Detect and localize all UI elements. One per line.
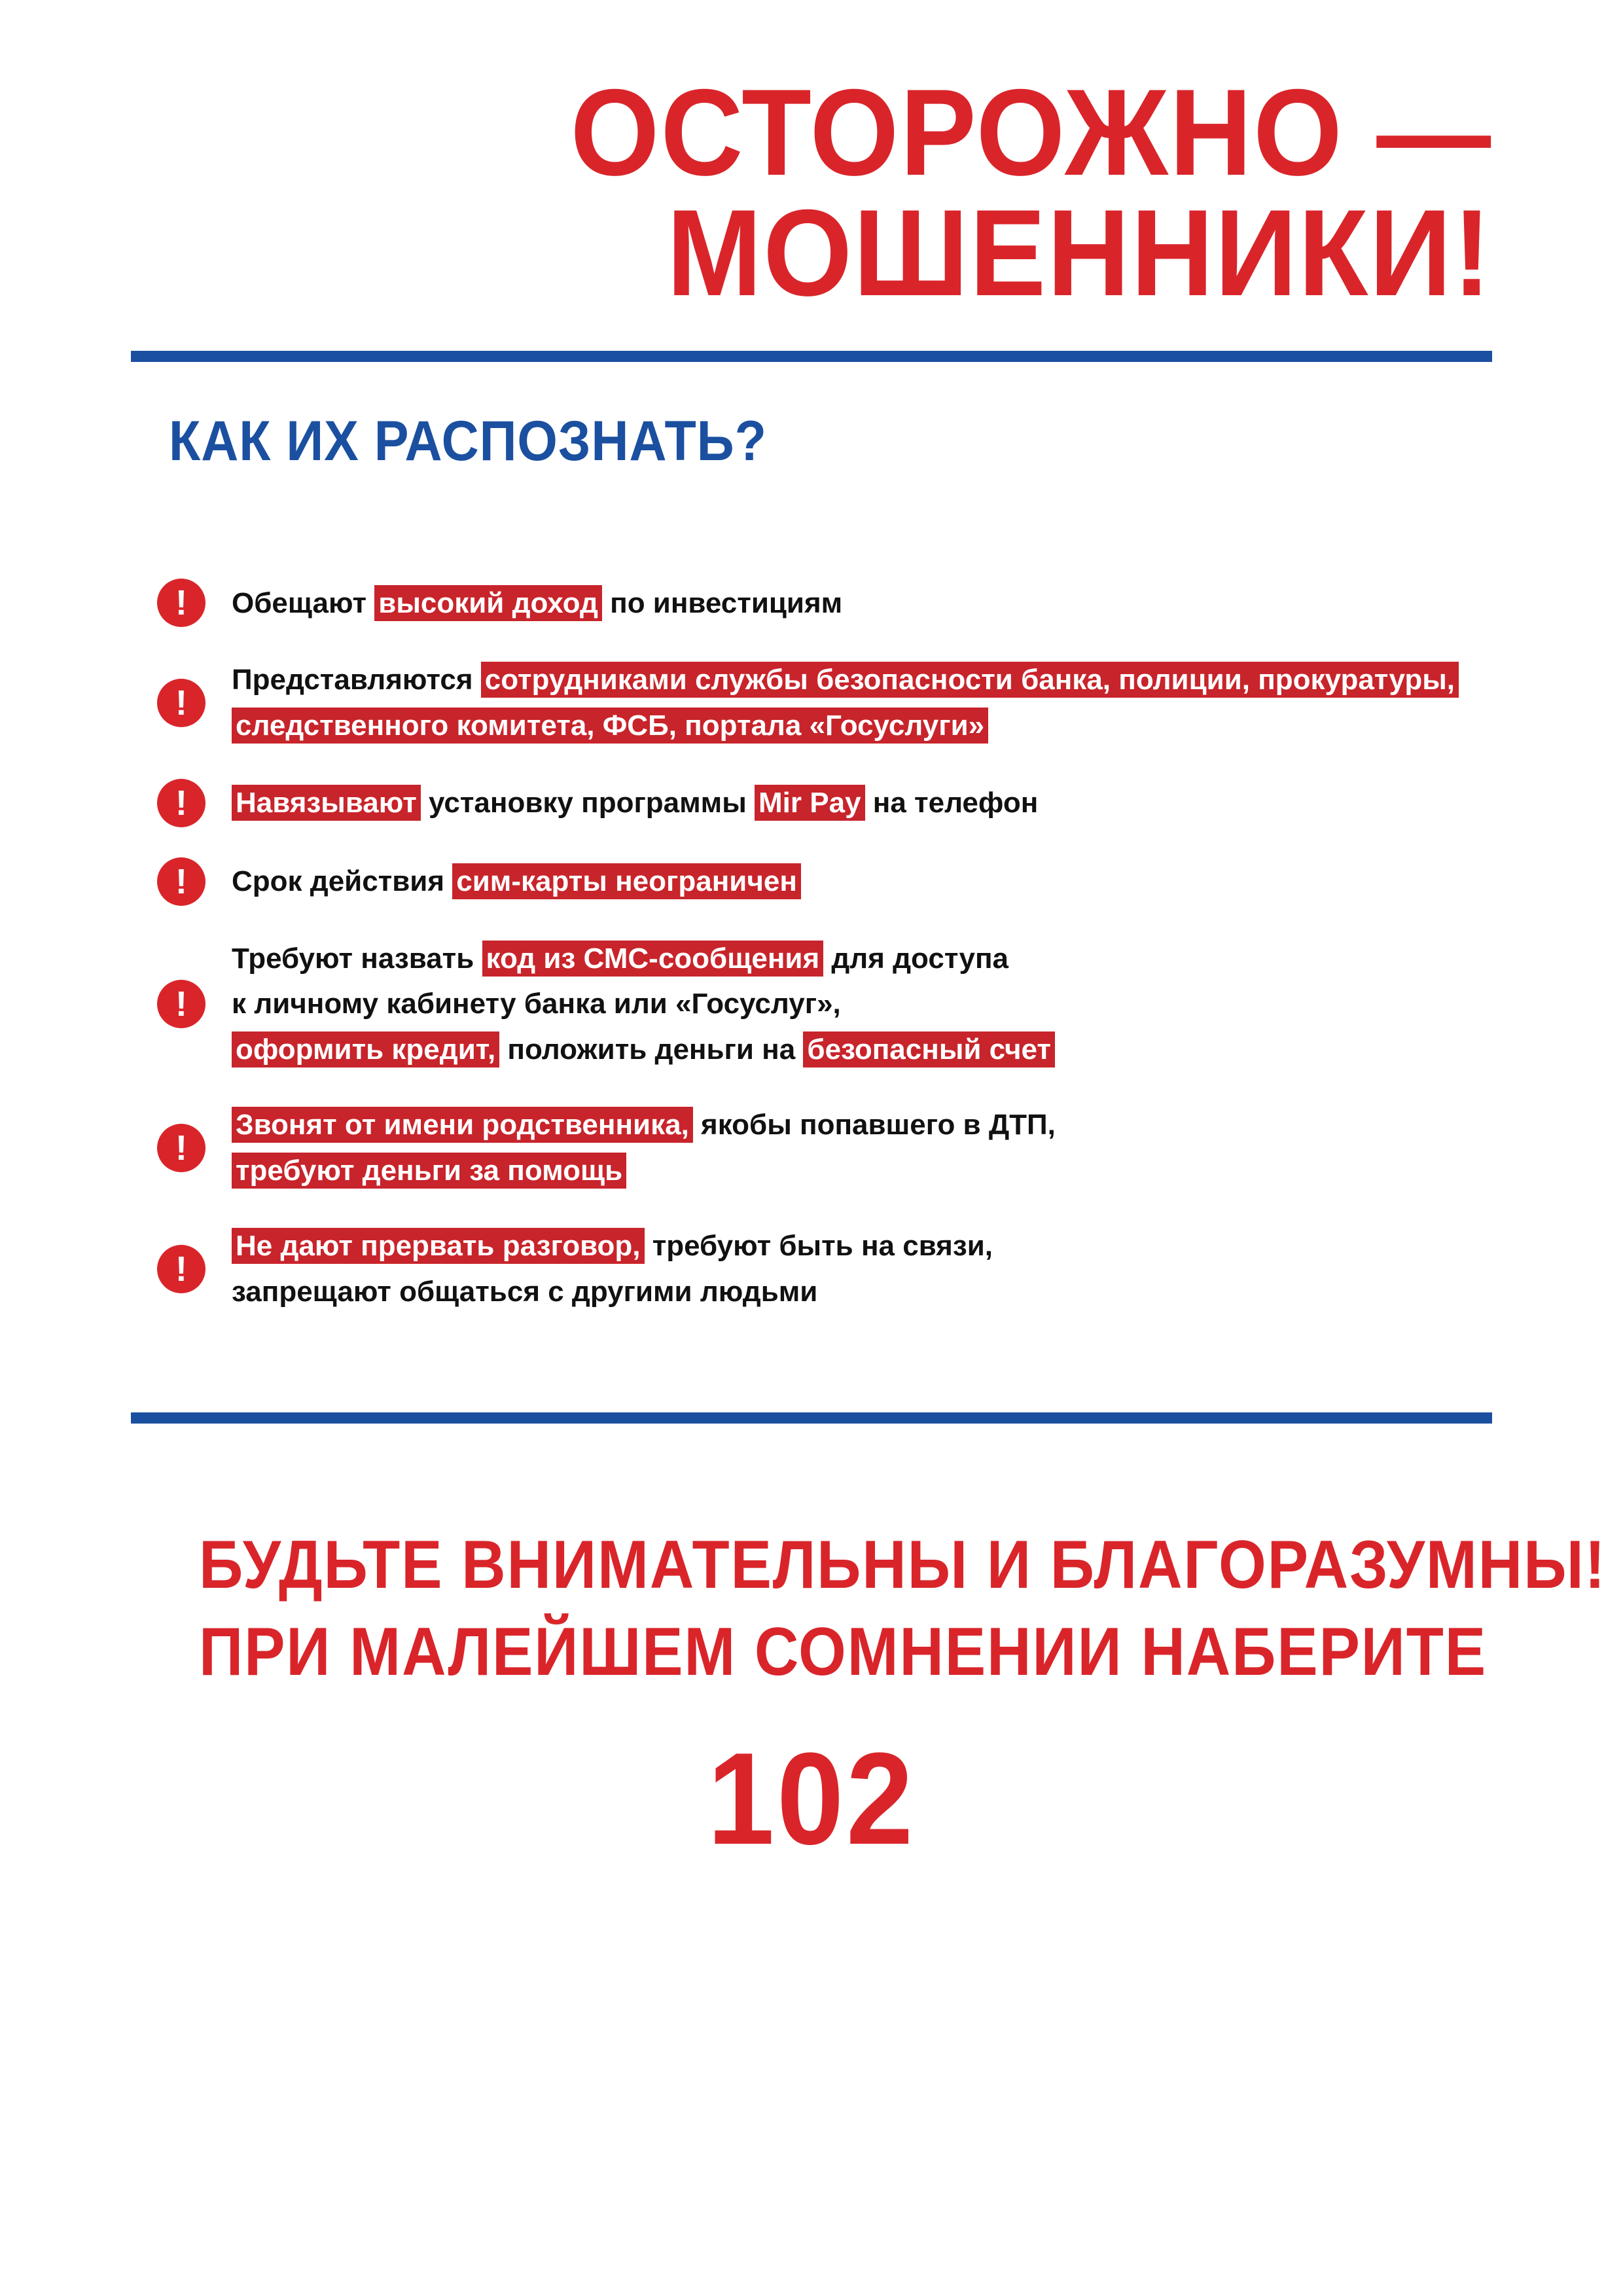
highlighted-phrase: Mir Pay bbox=[755, 785, 865, 821]
highlighted-phrase: Навязывают bbox=[232, 785, 421, 821]
plain-phrase: к личному кабинету банка или «Госуслуг», bbox=[232, 988, 841, 1020]
highlighted-phrase: Не дают прервать разговор, bbox=[232, 1228, 645, 1264]
exclamation-icon: ! bbox=[157, 579, 205, 627]
exclamation-icon: ! bbox=[157, 857, 205, 906]
exclamation-icon: ! bbox=[157, 779, 205, 827]
highlighted-phrase: сотрудниками службы безопасности банка, полиции, прокуратуры, следственного комитета, ФСБ, портала «Госуслуги» bbox=[232, 662, 1459, 744]
highlighted-phrase: оформить кредит, bbox=[232, 1031, 499, 1067]
exclamation-icon: ! bbox=[157, 1245, 205, 1293]
item-high-income bbox=[232, 581, 842, 626]
list-item bbox=[157, 579, 1492, 627]
plain-phrase: положить деньги на bbox=[499, 1033, 804, 1066]
list-item bbox=[157, 1223, 1492, 1314]
title-block bbox=[131, 0, 1493, 322]
list-item bbox=[157, 936, 1492, 1073]
item-impersonation bbox=[232, 657, 1492, 748]
highlighted-phrase: безопасный счет bbox=[803, 1031, 1055, 1067]
plain-phrase: Требуют назвать bbox=[232, 942, 482, 975]
item-sms-code bbox=[232, 936, 1055, 1073]
footer-line-1: БУДЬТЕ ВНИМАТЕЛЬНЫ И БЛАГОРАЗУМНЫ! bbox=[199, 1527, 1607, 1604]
highlighted-phrase: код из СМС-сообщения bbox=[482, 941, 824, 977]
poster-subtitle: КАК ИХ РАСПОЗНАТЬ? bbox=[169, 410, 767, 473]
list-item bbox=[157, 857, 1492, 906]
item-no-hangup bbox=[232, 1223, 993, 1314]
highlighted-phrase: требуют деньги за помощь bbox=[232, 1153, 626, 1189]
exclamation-icon: ! bbox=[157, 980, 205, 1028]
plain-phrase: Обещают bbox=[232, 586, 375, 619]
list-item bbox=[157, 657, 1492, 748]
divider-bottom bbox=[131, 1412, 1492, 1424]
plain-phrase: для доступа bbox=[823, 942, 1008, 975]
footer-line-2: ПРИ МАЛЕЙШЕМ СОМНЕНИИ НАБЕРИТЕ bbox=[199, 1614, 1487, 1691]
poster-title-line-2: МОШЕННИКИ! bbox=[666, 184, 1493, 322]
list-item bbox=[157, 1102, 1492, 1193]
item-mir-pay bbox=[232, 780, 1038, 826]
plain-phrase: требуют быть на связи, bbox=[644, 1230, 993, 1263]
item-relative-call bbox=[232, 1102, 1056, 1193]
exclamation-icon: ! bbox=[157, 1124, 205, 1172]
plain-phrase: Представляются bbox=[232, 664, 481, 696]
divider-top bbox=[131, 351, 1492, 362]
item-sim-card bbox=[232, 859, 801, 905]
footer-block bbox=[131, 1522, 1607, 1873]
highlighted-phrase: Звонят от имени родственника, bbox=[232, 1107, 693, 1143]
highlighted-phrase: высокий доход bbox=[374, 585, 602, 621]
plain-phrase: установку программы bbox=[420, 786, 755, 819]
plain-phrase: Срок действия bbox=[232, 865, 453, 897]
list-item bbox=[157, 779, 1492, 827]
exclamation-icon: ! bbox=[157, 679, 205, 727]
plain-phrase: по инвестициям bbox=[601, 586, 843, 619]
warning-list bbox=[157, 579, 1492, 1314]
highlighted-phrase: сим-карты неограничен bbox=[452, 863, 801, 899]
poster-title-line-1: ОСТОРОЖНО — bbox=[570, 63, 1493, 201]
plain-phrase: на телефон bbox=[865, 786, 1039, 819]
plain-phrase: якобы попавшего в ДТП, bbox=[692, 1109, 1056, 1141]
emergency-number: 102 bbox=[707, 1726, 916, 1873]
plain-phrase: запрещают общаться с другими людьми bbox=[232, 1275, 818, 1308]
